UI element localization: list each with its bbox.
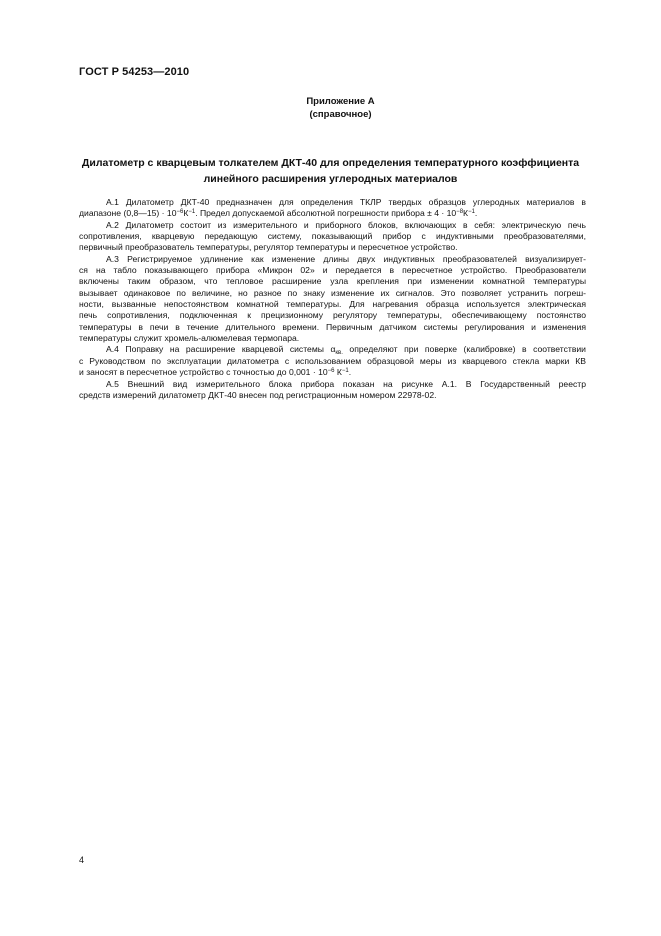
document-code: ГОСТ Р 54253—2010 (79, 66, 190, 78)
text-run: К (183, 208, 189, 219)
superscript: −6 (176, 209, 184, 216)
paragraph-a3 (79, 254, 586, 345)
paragraph-a1 (79, 197, 586, 220)
text-run: диапазоне (0,8—15) · 10 (79, 208, 177, 219)
paragraph-line: печь сопротивления, подключенная к прецизионному регулятору температуры, обеспечивающему постоянство (79, 310, 586, 321)
appendix-name: Приложение А (306, 96, 375, 107)
superscript: −1 (341, 368, 349, 375)
text-run: . Предел допускаемой абсолютной погрешности прибора ± 4 · 10 (195, 208, 457, 219)
text-run: К (463, 208, 469, 219)
superscript: −8 (456, 209, 464, 216)
body-text (79, 197, 586, 401)
title-line-1: Дилатометр с кварцевым толкателем ДКТ-40 для определения температурного коэффициента (81, 157, 580, 169)
page-number: 4 (79, 855, 85, 865)
paragraph-line: температуры служит хромель-алюмелевая термопара. (79, 333, 300, 344)
superscript: −6 (327, 368, 335, 375)
paragraph-line: А.1 Дилатометр ДКТ-40 предназначен для определения ТКЛР твердых образцов углеродных материалов в (106, 197, 586, 207)
paragraph-line: сопротивления, кварцевую передающую систему, показывающий прибор с индуктивными преобразователями, (79, 231, 586, 242)
paragraph-a4 (79, 344, 586, 378)
paragraph-line: включены таким образом, что тепловое расширение узла крепления при изменении комнатной температуры (79, 276, 586, 287)
paragraph-line: А.5 Внешний вид измерительного блока прибора показан на рисунке А.1. В Государственный реестр (106, 378, 586, 389)
title-line-2: линейного расширения углеродных материалов (203, 173, 458, 185)
paragraph-a5 (79, 379, 586, 402)
paragraph-line: А.3 Регистрируемое удлинение как изменение длины двух индуктивных преобразователей визуализирует- (106, 253, 586, 264)
text-run: и заносят в пересчетное устройство с точностью до 0,001 · 10 (79, 367, 328, 378)
paragraph-line: А.2 Дилатометр состоит из измерительного и приборного блоков, включающих в себя: электрическую печь (106, 219, 586, 230)
text-run: А.4 Поправку на расширение кварцевой системы α (106, 344, 336, 355)
paragraph-line: вызывает одинаковое по величине, но разное по знаку изменение их сигналов. Это позволяет устранить погреш- (79, 287, 586, 298)
paragraph-a2 (79, 220, 586, 254)
paragraph-line: с Руководством по эксплуатации дилатометра с использованием образцовой меры из кварцевого стекла марки КВ (79, 355, 586, 366)
paragraph-line: температуры в печи в течение длительного времени. Первичным датчиком системы регулирования и изменения (79, 321, 586, 332)
subscript: кв. (335, 350, 343, 357)
paragraph-line: средств измерений дилатометр ДКТ-40 внесен под регистрационным номером 22978-02. (79, 389, 437, 400)
superscript: −1 (188, 209, 196, 216)
paragraph-line: первичный преобразователь температуры, регулятор температуры и пересчетное устройство. (79, 242, 458, 253)
text-run: . (348, 367, 352, 378)
text-run: К (334, 367, 342, 378)
paragraph-line (79, 208, 586, 219)
paragraph-line (79, 367, 586, 378)
paragraph-line: ности, вызванные непостоянством комнатной температуры. Для нагревания образца используется электрическая (79, 299, 586, 310)
text-run: определяют при поверке (калибровке) в соответствии (342, 344, 586, 355)
paragraph-line: ся на табло показывающего прибора «Микрон 02» и передается в пересчетное устройство. Преобразователи (79, 265, 586, 276)
paragraph-line (79, 344, 586, 355)
appendix-type: (справочное) (309, 109, 372, 120)
superscript: −1 (468, 209, 475, 216)
text-run: . (474, 208, 478, 219)
